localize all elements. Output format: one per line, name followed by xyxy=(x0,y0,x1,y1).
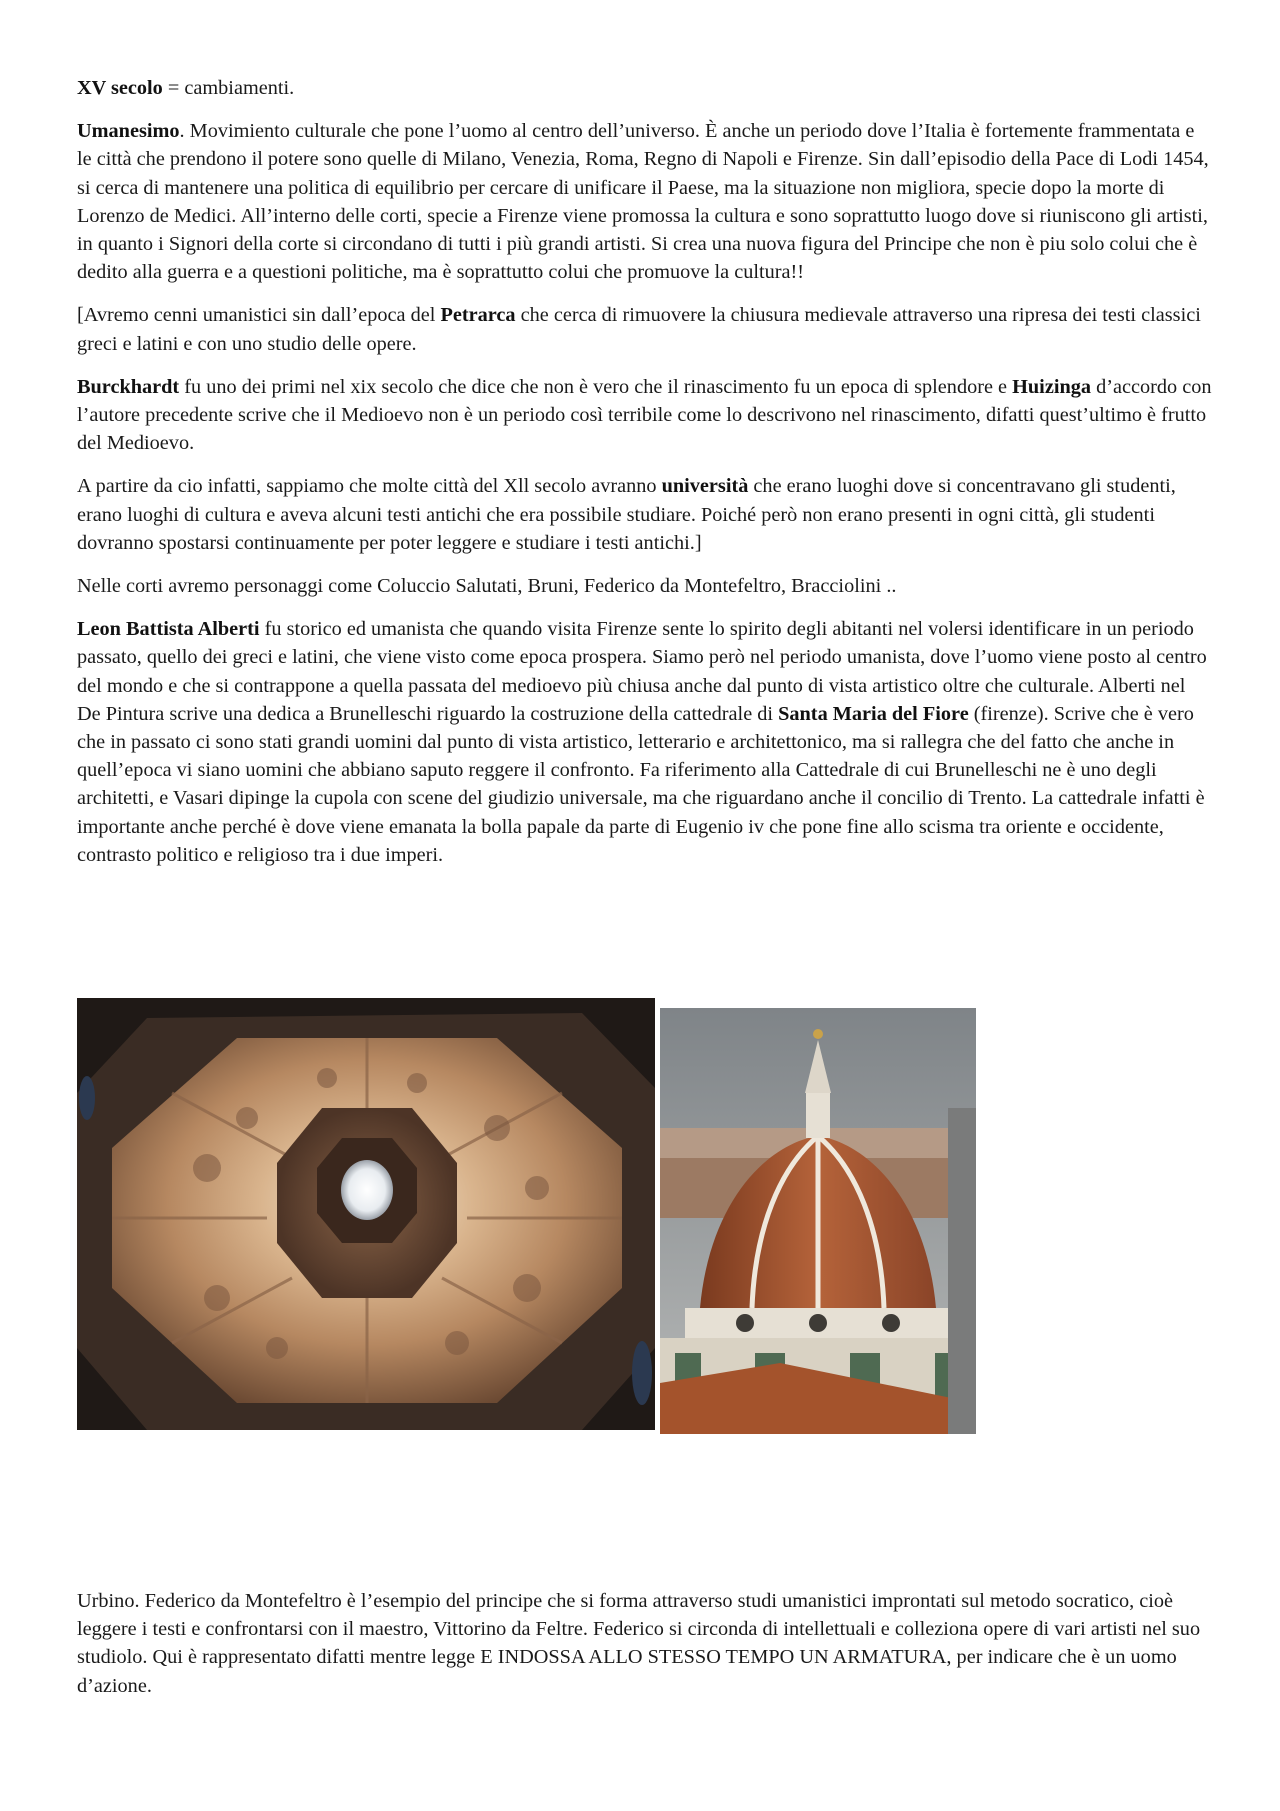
dome-interior-image xyxy=(77,998,655,1430)
paragraph-burckhardt: Burckhardt fu uno dei primi nel xix secolo che dice che non è vero che il rinascimento fu un epoca di splendore e Huizinga d’accordo con l’autore precedente scrive che il Medioevo non è un periodo così terribile come lo descrivono nel rinascimento, difatti quest’ultimo è frutto del Medioevo. xyxy=(77,375,1212,455)
paragraph-heading: XV secolo = cambiamenti. xyxy=(77,77,295,99)
bold-term: Santa Maria del Fiore xyxy=(778,702,969,725)
bold-term: Leon Battista Alberti xyxy=(77,618,260,641)
figures-row xyxy=(77,998,977,1434)
document-body xyxy=(77,74,1212,884)
document-footer-section xyxy=(77,1587,1212,1700)
bold-term: XV secolo xyxy=(77,77,163,99)
paragraph-corti: Nelle corti avremo personaggi come Coluccio Salutati, Bruni, Federico da Montefeltro, Bracciolini .. xyxy=(77,575,897,598)
paragraph-universita: A partire da cio infatti, sappiamo che molte città del Xll secolo avranno università che erano luoghi dove si concentravano gli studenti, erano luoghi di cultura e aveva alcuni testi antichi che era possibile studiare. Poiché però non erano presenti in ogni città, gli studenti dovranno spostarsi continuamente per poter leggere e studiare i testi antichi.] xyxy=(77,475,1176,554)
paragraph-umanesimo: Umanesimo. Movimiento culturale che pone l’uomo al centro dell’universo. È anche un periodo dove l’Italia è fortemente frammentata e le città che prendono il potere sono quelle di Milano, Venezia, Roma, Regno di Napoli e Firenze. Sin dall’episodio della Pace di Lodi 1454, si cerca di mantenere una politica di equilibrio per cercare di unificare il Paese, ma la situazione non migliora, specie dopo la morte di Lorenzo de Medici. All’interno delle corti, specie a Firenze viene promossa la cultura e sono soprattutto luogo dove si riuniscono gli artisti, in quanto i Signori della corte si circondano di tutti i più grandi artisti. Si crea una nuova figura del Principe che non è piu solo colui che è dedito alla guerra e a questioni politiche, ma è soprattutto colui che promuove la cultura!! xyxy=(77,120,1209,284)
dome-exterior-illustration xyxy=(660,1008,976,1434)
bold-term: Umanesimo xyxy=(77,120,180,143)
dome-interior-illustration xyxy=(77,998,655,1430)
bold-term: università xyxy=(661,475,749,498)
paragraph-petrarca: [Avremo cenni umanistici sin dall’epoca del Petrarca che cerca di rimuovere la chiusura medievale attraverso una ripresa dei testi classici greci e latini e con uno studio delle opere. xyxy=(77,304,1201,355)
bold-term: Burckhardt xyxy=(77,375,180,398)
bold-term: Petrarca xyxy=(440,304,516,327)
paragraph-urbino: Urbino. Federico da Montefeltro è l’esempio del principe che si forma attraverso studi umanistici improntati sul metodo socratico, cioè leggere i testi e confrontarsi con il maestro, Vittorino da Feltre. Federico si circonda di intellettuali e colleziona opere di vari artisti nel suo studiolo. Qui è rappresentato difatti mentre legge E INDOSSA ALLO STESSO TEMPO UN ARMATURA, per indicare che è un uomo d’azione. xyxy=(77,1590,1201,1697)
dome-exterior-image xyxy=(660,1008,976,1434)
paragraph-alberti: Leon Battista Alberti fu storico ed umanista che quando visita Firenze sente lo spirito degli abitanti nel volersi identificare in un periodo passato, quello dei greci e latini, che viene visto come epoca prospera. Siamo però nel periodo umanista, dove l’uomo viene posto al centro del mondo e che si contrappone a quella passata del medioevo più chiusa anche dal punto di vista artistico oltre che culturale. Alberti nel De Pintura scrive una dedica a Brunelleschi riguardo la costruzione della cattedrale di Santa Maria del Fiore (firenze). Scrive che è vero che in passato ci sono stati grandi uomini dal punto di vista artistico, letterario e architettonico, ma si rallegra che del fatto che anche in quell’epoca vi siano uomini che abbiano saputo reggere il confronto. Fa riferimento alla Cattedrale di cui Brunelleschi ne è uno degli architetti, e Vasari dipinge la cupola con scene del giudizio universale, ma che riguardano anche il concilio di Trento. La cattedrale infatti è importante anche perché è dove viene emanata la bolla papale da parte di Eugenio iv che pone fine allo scisma tra oriente e occidente, contrasto politico e religioso tra i due imperi. xyxy=(77,618,1207,866)
bold-term: Huizinga xyxy=(1012,375,1092,398)
